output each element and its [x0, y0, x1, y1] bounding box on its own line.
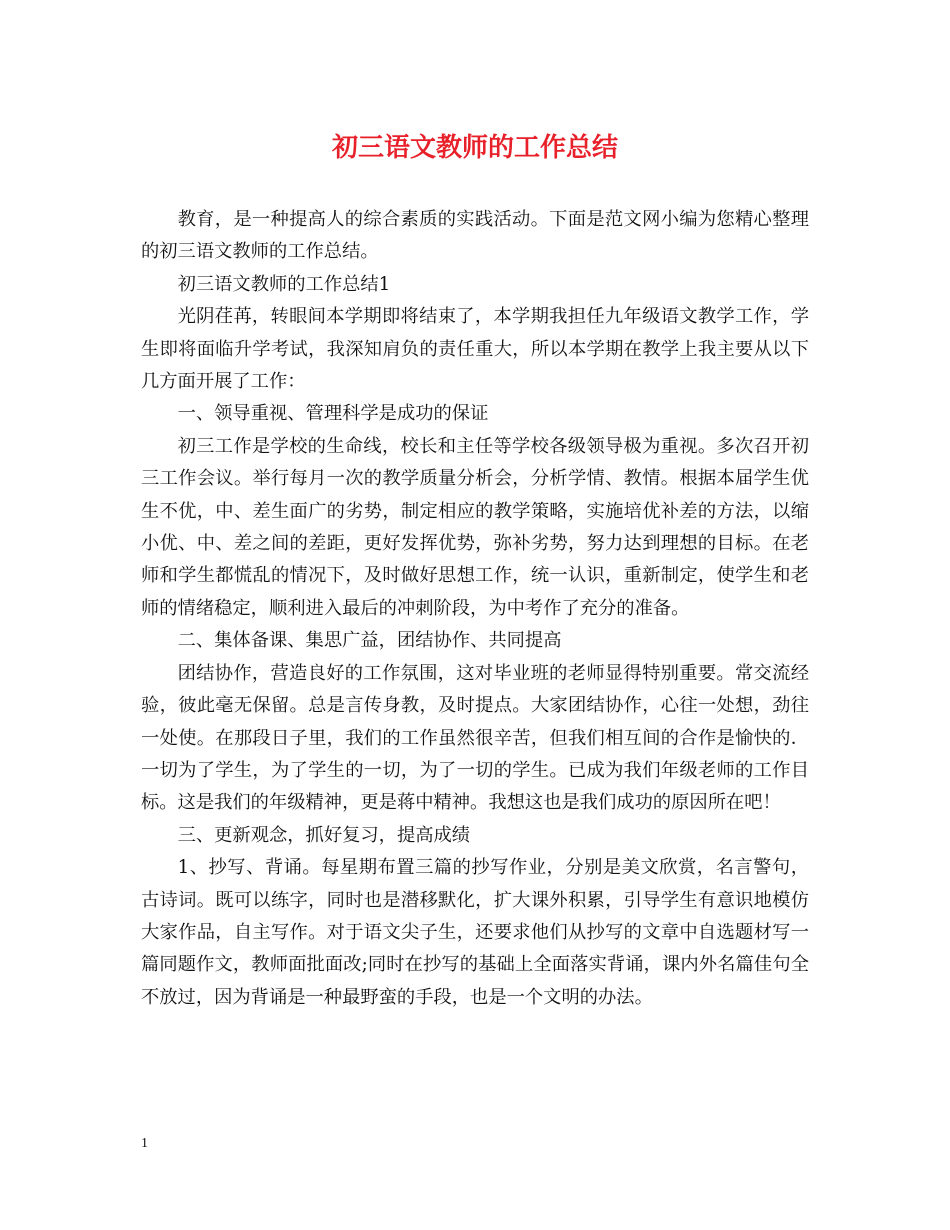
- document-body: [141, 204, 809, 1014]
- subsection-heading: 三、更新观念，抓好复习，提高成绩: [177, 824, 471, 846]
- document-title: 初三语文教师的工作总结: [331, 133, 618, 163]
- body-paragraph: 团结协作，营造良好的工作氛围，这对毕业班的老师显得特别重要。常交流经验，彼此毫无保留。总是言传身教，及时提点。大家团结协作，心往一处想，劲往一处使。在那段日子里，我们的工作虽然很辛苦，但我们相互间的合作是愉快的．一切为了学生，为了学生的一切，为了一切的学生。已成为我们年级老师的工作目标。这是我们的年级精神，更是蒋中精神。我想这也是我们成功的原因所在吧！: [141, 662, 809, 814]
- intro-paragraph: 教育，是一种提高人的综合素质的实践活动。下面是范文网小编为您精心整理的初三语文教师的工作总结。: [141, 209, 809, 263]
- body-paragraph: 1、抄写、背诵。每星期布置三篇的抄写作业，分别是美文欣赏，名言警句，古诗词。既可以练字，同时也是潜移默化，扩大课外积累，引导学生有意识地模仿大家作品，自主写作。对于语文尖子生，还要求他们从抄写的文章中自选题材写一篇同题作文，教师面批面改;同时在抄写的基础上全面落实背诵，课内外名篇佳句全不放过，因为背诵是一种最野蛮的手段，也是一个文明的办法。: [141, 857, 809, 1008]
- body-paragraph: 初三工作是学校的生命线，校长和主任等学校各级领导极为重视。多次召开初三工作会议。举行每月一次的教学质量分析会，分析学情、教情。根据本届学生优生不优，中、差生面广的劣势，制定相应的教学策略，实施培优补差的方法，以缩小优、中、差之间的差距，更好发挥优势，弥补劣势，努力达到理想的目标。在老师和学生都慌乱的情况下，及时做好思想工作，统一认识，重新制定，使学生和老师的情绪稳定，顺利进入最后的冲刺阶段，为中考作了充分的准备。: [141, 435, 809, 619]
- subsection-heading: 一、领导重视、管理科学是成功的保证: [177, 403, 489, 425]
- body-paragraph: 光阴荏苒，转眼间本学期即将结束了，本学期我担任九年级语文教学工作，学生即将面临升学考试，我深知肩负的责任重大，所以本学期在教学上我主要从以下几方面开展了工作：: [141, 306, 809, 393]
- subsection-heading: 二、集体备课、集思广益，团结协作、共同提高: [177, 630, 562, 652]
- section-heading: 初三语文教师的工作总结1: [177, 273, 391, 295]
- page-number: 1: [141, 1136, 148, 1151]
